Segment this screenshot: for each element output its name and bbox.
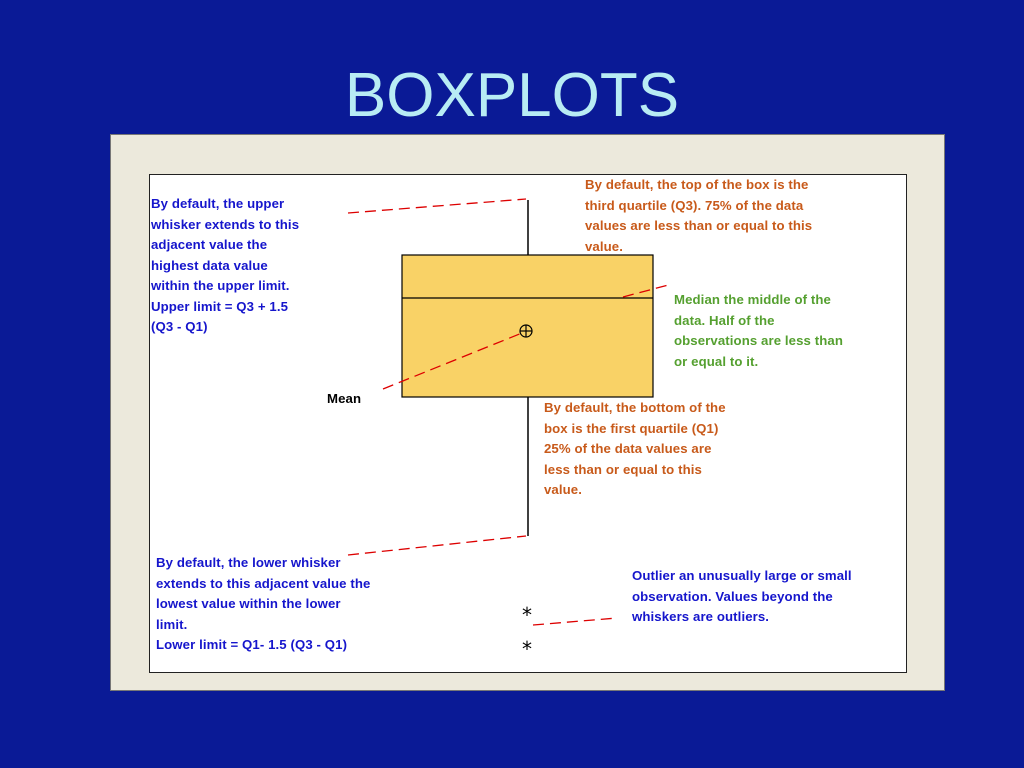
mean-label: Mean	[327, 391, 362, 406]
top-of-box-note: By default, the top of the box is the third quartile (Q3). 75% of the data values are less than or equal to this value.	[585, 177, 813, 254]
outlier-marker: *	[522, 603, 532, 627]
upper-whisker-leader	[348, 199, 526, 213]
slide-title: BOXPLOTS	[344, 61, 680, 130]
upper-whisker-note: By default, the upper whisker extends to this adjacent value the highest data value within the upper limit. Upper limit = Q3 + 1.5 (Q3 - Q1)	[151, 196, 300, 334]
lower-whisker-note: By default, the lower whisker extends to this adjacent value the lowest value within the lower limit. Lower limit = Q1- 1.5 (Q3 - Q1)	[156, 555, 371, 652]
outlier-leader	[533, 618, 617, 625]
outlier-note: Outlier an unusually large or small observation. Values beyond the whiskers are outliers.	[632, 568, 852, 624]
outlier-marker: *	[522, 637, 532, 661]
lower-whisker-leader	[348, 536, 526, 555]
interquartile-box	[402, 255, 653, 397]
mean-symbol	[520, 325, 532, 337]
median-note: Median the middle of the data. Half of the observations are less than or equal to it.	[674, 292, 843, 369]
bottom-of-box-note: By default, the bottom of the box is the first quartile (Q1) 25% of the data values are less than or equal to this value.	[544, 400, 726, 497]
